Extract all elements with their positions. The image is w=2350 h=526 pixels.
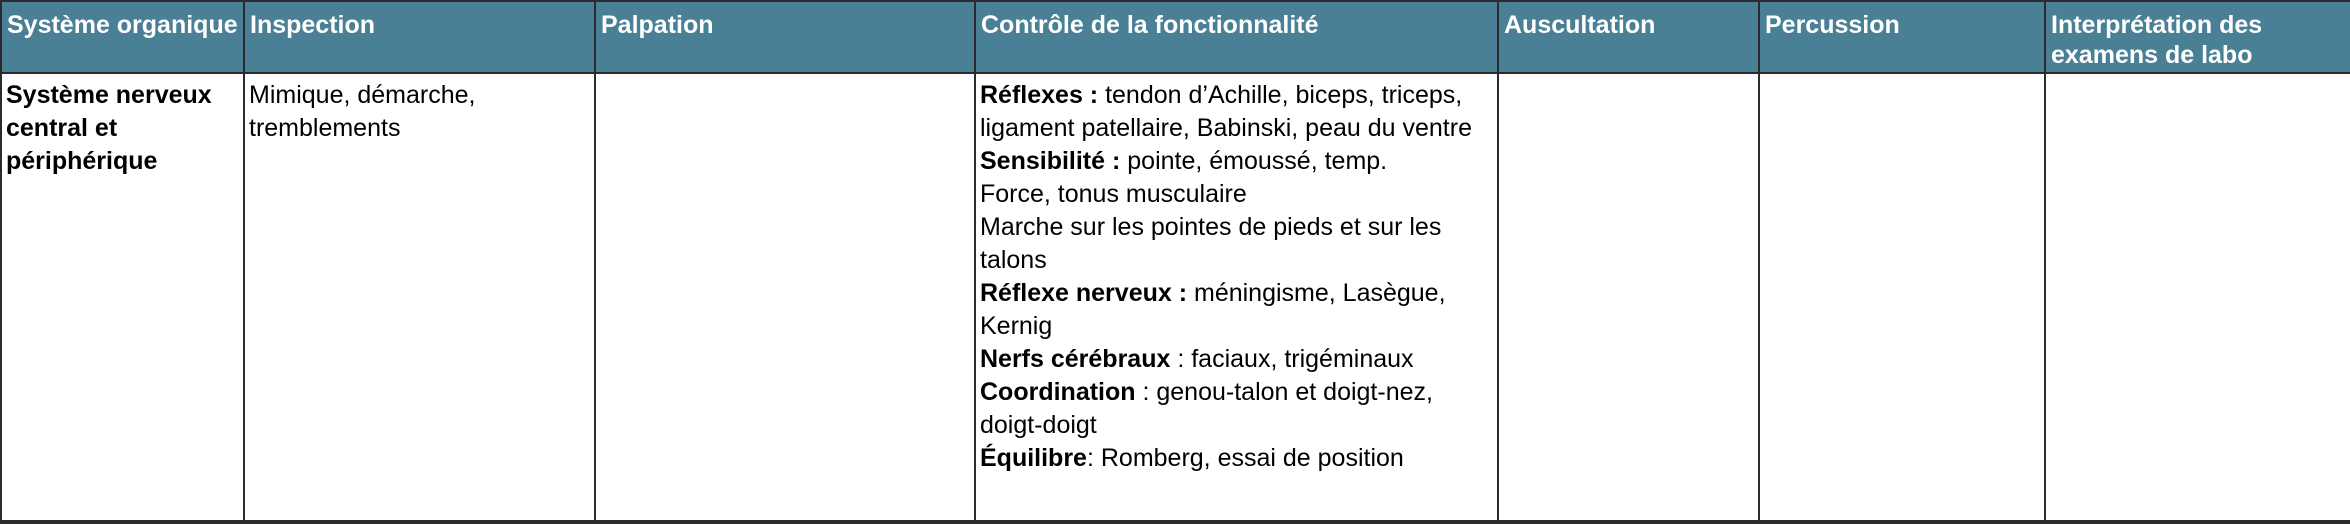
cell-lab-interpretation [2045, 73, 2350, 523]
function-item [980, 145, 1493, 178]
header-lab-interpretation: Interprétation des examens de labo [2045, 1, 2350, 73]
function-item-text: : Romberg, essai de position [1086, 444, 1404, 472]
cell-inspection: Mimique, démarche, tremblements [244, 73, 595, 523]
cell-palpation [595, 73, 975, 523]
cell-percussion [1759, 73, 2045, 523]
function-item-text: Force, tonus musculaire [980, 180, 1247, 208]
function-item-label: Réflexes : [980, 81, 1099, 109]
function-item-label: Équilibre [980, 444, 1087, 472]
header-percussion: Percussion [1759, 1, 2045, 73]
function-item [980, 211, 1493, 277]
function-item-label: Sensibilité : [980, 147, 1121, 175]
cell-auscultation [1498, 73, 1759, 523]
function-item [980, 376, 1493, 442]
cell-system: Système nerveux central et périphérique [1, 73, 244, 523]
function-item-text: : genou-talon et doigt-nez, doigt-doigt [980, 378, 1433, 439]
function-item [980, 178, 1493, 211]
function-item [980, 343, 1493, 376]
function-item-text: pointe, émoussé, temp. [1120, 147, 1388, 175]
function-item [980, 277, 1493, 343]
function-item-label: Nerfs cérébraux [980, 345, 1171, 373]
function-item-label: Réflexe nerveux : [980, 279, 1188, 307]
function-item-text: : faciaux, trigéminaux [1170, 345, 1414, 373]
function-item [980, 79, 1493, 145]
header-auscultation: Auscultation [1498, 1, 1759, 73]
function-item-text: Marche sur les pointes de pieds et sur les talons [980, 213, 1442, 274]
header-system: Système organique [1, 1, 244, 73]
function-item [980, 442, 1493, 475]
header-function-control: Contrôle de la fonctionnalité [975, 1, 1498, 73]
header-row [1, 1, 2350, 73]
header-inspection: Inspection [244, 1, 595, 73]
table-row [1, 73, 2350, 523]
function-item-text: méningisme, Lasègue, Kernig [980, 279, 1446, 340]
header-palpation: Palpation [595, 1, 975, 73]
bottom-border [0, 520, 2350, 523]
function-item-text: tendon d’Achille, biceps, triceps, ligament patellaire, Babinski, peau du ventre [980, 81, 1472, 142]
cell-function-control [975, 73, 1498, 523]
function-item-label: Coordination [980, 378, 1136, 406]
